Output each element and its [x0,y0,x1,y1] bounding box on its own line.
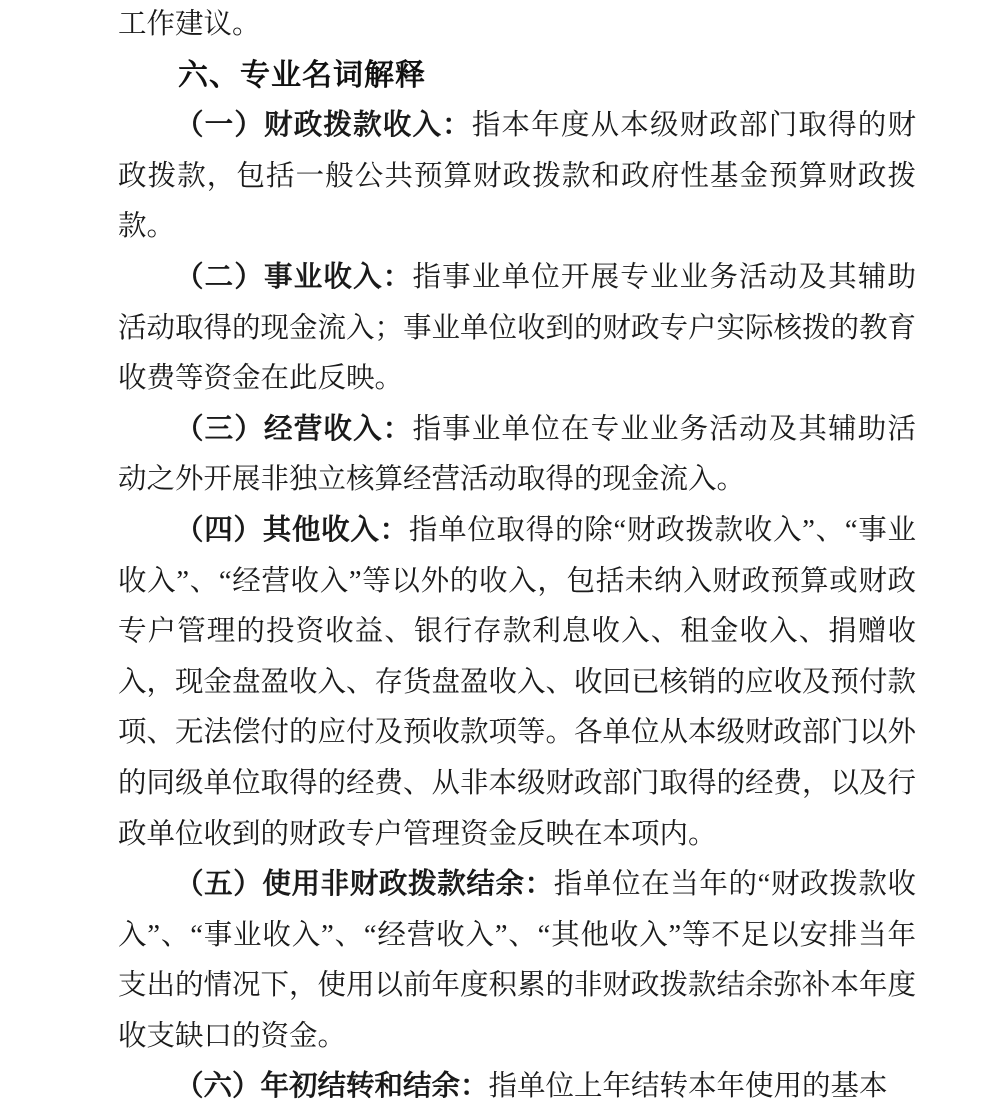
term-definition: 指单位在当年的“财政拨款收入”、“事业收入”、“经营收入”、“其他收入”等不足以安排当年支出的情况下，使用以前年度积累的非财政拨款结余弥补本年度收支缺口的资金。 [118,869,917,1052]
definition-paragraph-list [118,101,916,1113]
term-definition: 指事业单位开展专业业务活动及其辅助活动取得的现金流入；事业单位收到的财政专户实际核拨的教育收费等资金在此反映。 [118,261,917,395]
term-label: （一）财政拨款收入： [175,110,472,142]
term-definition: 指单位上年结转本年使用的基本 [488,1071,888,1103]
term-label: （三）经营收入： [175,413,413,445]
term-label: （二）事业收入： [175,261,413,293]
definition-paragraph [118,506,916,860]
definition-paragraph [118,1062,916,1113]
term-definition: 指单位取得的除“财政拨款收入”、“事业收入”、“经营收入”等以外的收入，包括未纳入财政预算或财政专户管理的投资收益、银行存款利息收入、租金收入、捐赠收入，现金盘盈收入、存货盘盈收入、收回已核销的应收及预付款项、无法偿付的应付及预收款项等。各单位从本级财政部门以外的同级单位取得的经费、从非本级财政部门取得的经费，以及行政单位收到的财政专户管理资金反映在本项内。 [118,514,917,850]
definition-paragraph [118,253,916,405]
term-label: （六）年初结转和结余： [175,1071,489,1103]
definition-paragraph [118,101,916,253]
term-definition: 指事业单位在专业业务活动及其辅助活动之外开展非独立核算经营活动取得的现金流入。 [118,413,916,496]
term-definition: 指本年度从本级财政部门取得的财政拨款，包括一般公共预算财政拨款和政府性基金预算财政拨款。 [118,110,916,243]
definition-paragraph [118,405,916,506]
term-label: （五）使用非财政拨款结余： [175,869,554,901]
term-label: （四）其他收入： [175,514,409,546]
definition-paragraph [118,860,916,1062]
section-heading: 六、专业名词解释 [178,58,426,92]
intro-text: 工作建议。 [118,9,261,40]
